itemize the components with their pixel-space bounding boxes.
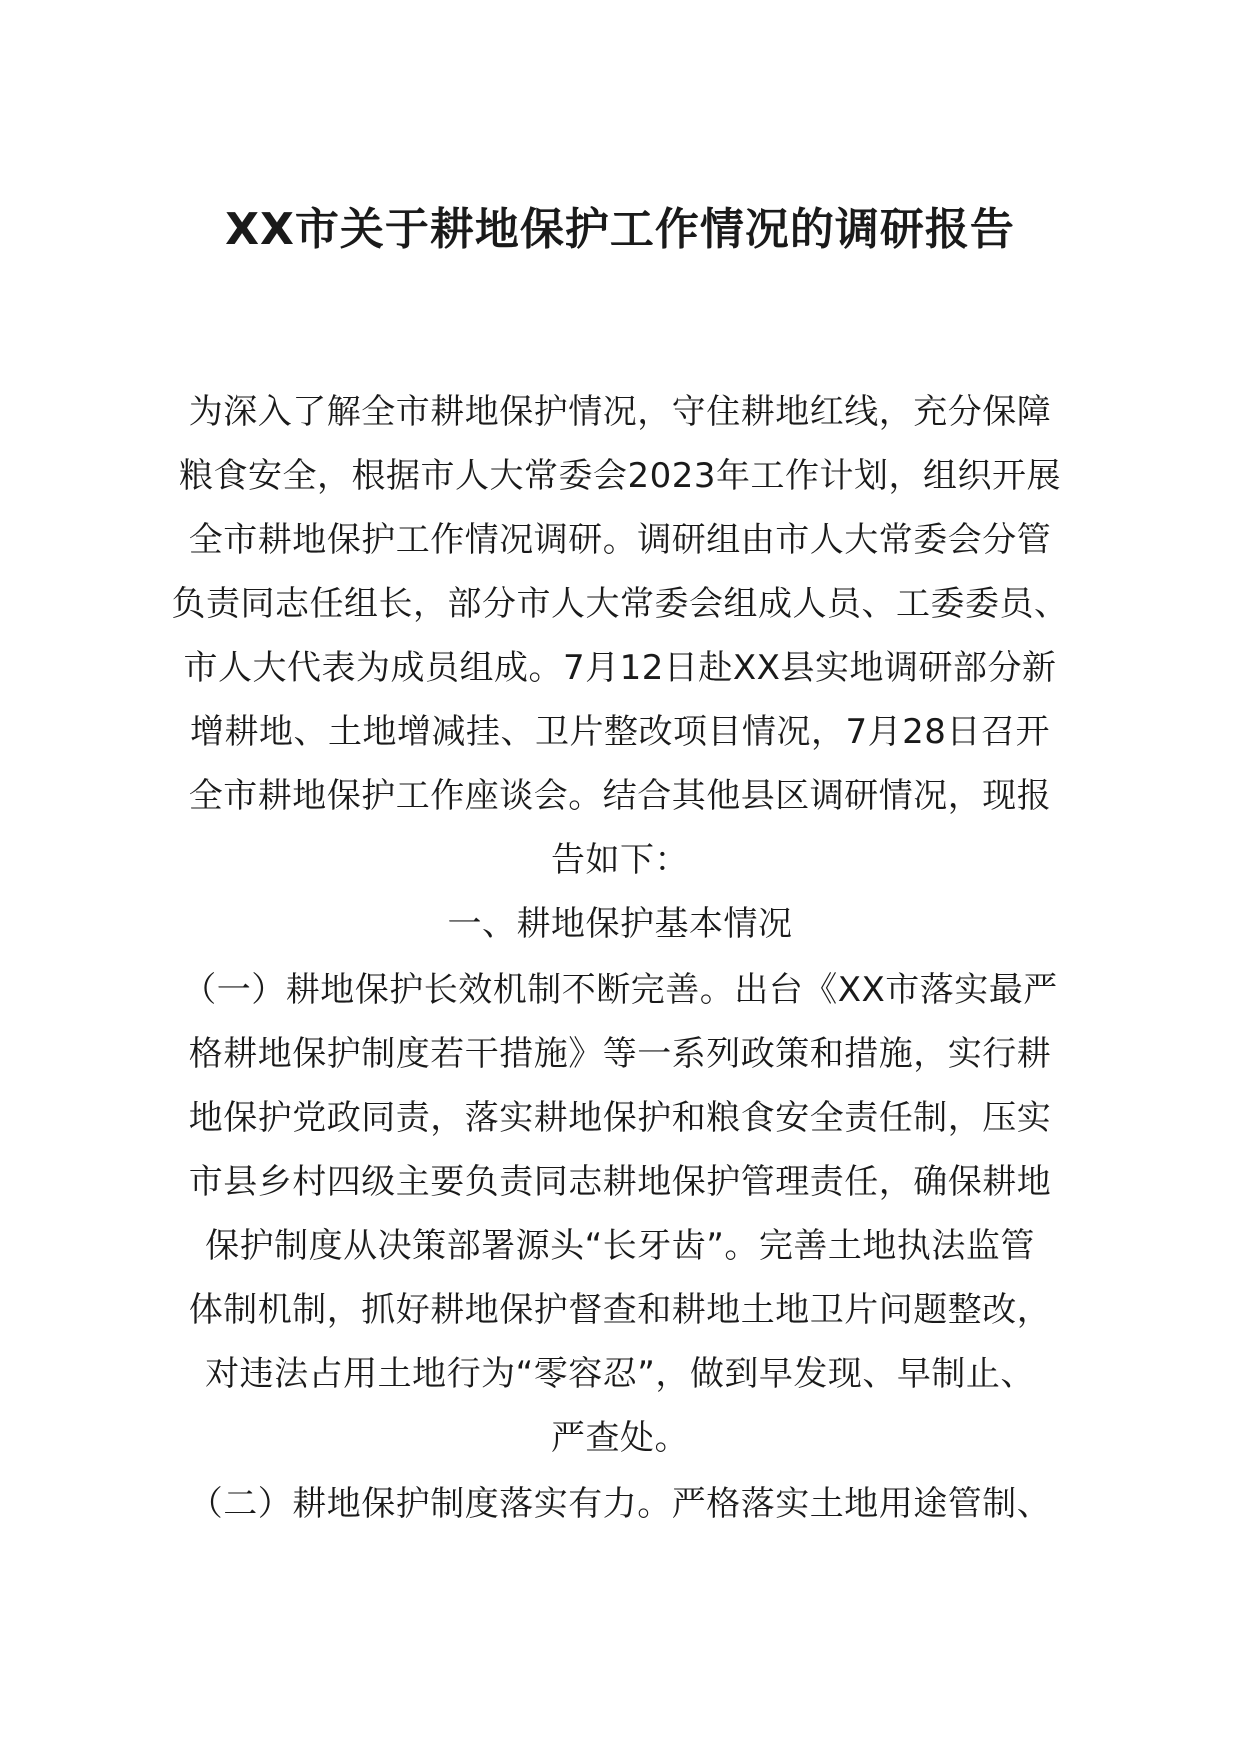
document-title: XX市关于耕地保护工作情况的调研报告 — [225, 204, 1015, 255]
subsection-line: （二）耕地保护制度落实有力。严格落实土地用途管制、 — [188, 1484, 1052, 1524]
body-line: 全市耕地保护工作情况调研。调研组由市人大常委会分管 — [188, 520, 1052, 560]
body-line: 告如下： — [551, 840, 689, 880]
subsection-line: （一）耕地保护长效机制不断完善。出台《XX市落实最严 — [182, 970, 1058, 1010]
body-line: 保护制度从决策部署源头“长牙齿”。完善土地执法监管 — [205, 1226, 1035, 1266]
body-line: 增耕地、土地增减挂、卫片整改项目情况，7月28日召开 — [190, 712, 1050, 752]
body-line: 为深入了解全市耕地保护情况，守住耕地红线，充分保障 — [188, 392, 1052, 432]
body-line: 负责同志任组长，部分市人大常委会组成人员、工委委员、 — [171, 584, 1069, 624]
section-heading: 一、耕地保护基本情况 — [447, 904, 793, 944]
body-line: 全市耕地保护工作座谈会。结合其他县区调研情况，现报 — [188, 776, 1052, 816]
body-line: 严查处。 — [551, 1418, 689, 1458]
body-line: 体制机制，抓好耕地保护督查和耕地土地卫片问题整改， — [188, 1290, 1052, 1330]
body-line: 粮食安全，根据市人大常委会2023年工作计划，组织开展 — [178, 456, 1062, 496]
body-line: 格耕地保护制度若干措施》等一系列政策和措施，实行耕 — [188, 1034, 1052, 1074]
body-line: 地保护党政同责，落实耕地保护和粮食安全责任制，压实 — [188, 1098, 1052, 1138]
body-line: 市县乡村四级主要负责同志耕地保护管理责任，确保耕地 — [188, 1162, 1052, 1202]
body-line: 对违法占用土地行为“零容忍”，做到早发现、早制止、 — [205, 1354, 1035, 1394]
body-line: 市人大代表为成员组成。7月12日赴XX县实地调研部分新 — [183, 648, 1057, 688]
